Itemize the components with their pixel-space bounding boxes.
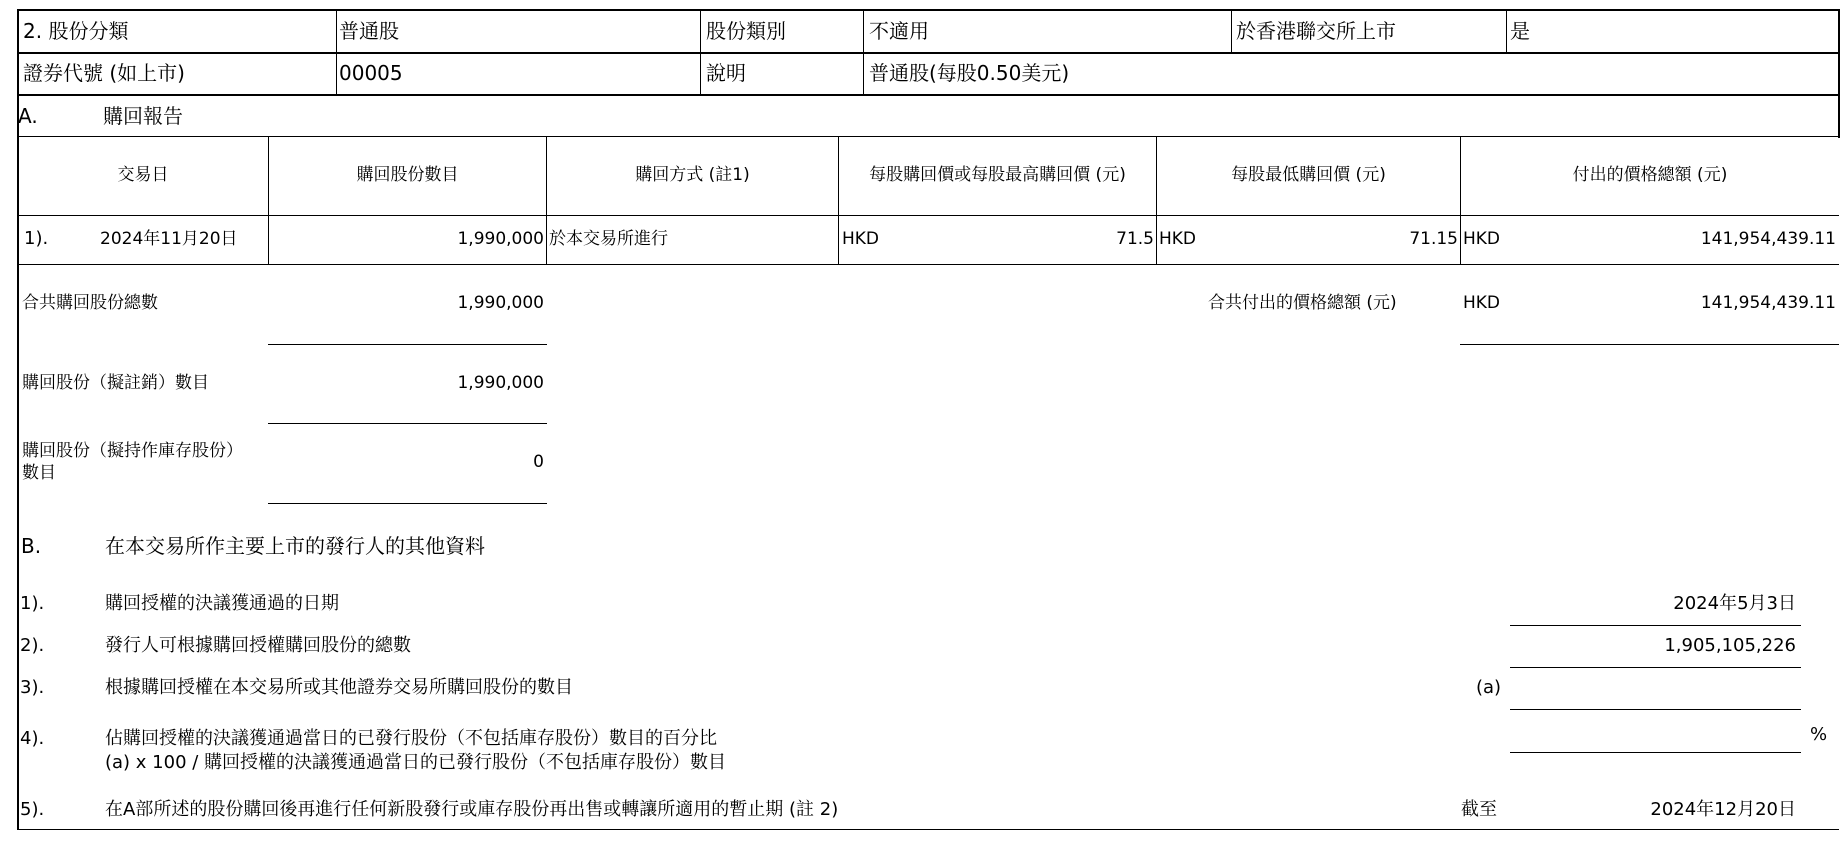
info-table bbox=[0, 0, 1842, 96]
repurchase-table bbox=[0, 136, 1842, 268]
section-a-title: 購回報告 bbox=[103, 104, 183, 128]
header-high-price: 每股購回價或每股最高購回價 (元) bbox=[869, 165, 1126, 185]
treasury-shares-value: 0 bbox=[533, 452, 544, 472]
stock-code-value: 00005 bbox=[339, 61, 403, 85]
total-shares-label: 合共購回股份總數 bbox=[22, 293, 158, 313]
header-total-paid: 付出的價格總額 (元) bbox=[1572, 165, 1728, 185]
share-type-value: 不適用 bbox=[869, 19, 929, 43]
treasury-shares-label: 購回股份（擬持作庫存股份） bbox=[22, 441, 243, 461]
b-item-4-index: 4). bbox=[20, 728, 45, 749]
b-item-2-value: 1,905,105,226 bbox=[1664, 635, 1796, 656]
treasury-shares-label-2: 數目 bbox=[22, 463, 56, 483]
listed-value: 是 bbox=[1510, 19, 1530, 43]
row-high-price: 71.5 bbox=[1116, 229, 1154, 249]
b-item-2-index: 2). bbox=[20, 635, 45, 656]
cancel-shares-label: 購回股份（擬註銷）數目 bbox=[22, 373, 209, 393]
repurchase-totals bbox=[0, 266, 1842, 516]
description-label: 說明 bbox=[706, 61, 746, 85]
b-item-5-index: 5). bbox=[20, 799, 45, 820]
cancel-shares-value: 1,990,000 bbox=[457, 373, 544, 393]
row-high-currency: HKD bbox=[842, 229, 880, 249]
total-paid-value: 141,954,439.11 bbox=[1700, 293, 1836, 313]
header-trade-date: 交易日 bbox=[117, 165, 169, 185]
b-item-1-value: 2024年5月3日 bbox=[1673, 593, 1796, 614]
b-item-4-percent: % bbox=[1810, 724, 1828, 745]
row-total-paid: 141,954,439.11 bbox=[1700, 229, 1836, 249]
share-class-label: 2. 股份分類 bbox=[23, 19, 129, 43]
b-item-4-formula: (a) x 100 / 購回授權的決議獲通過當日的已發行股份（不包括庫存股份）數目 bbox=[105, 752, 727, 773]
b-item-3-text: 根據購回授權在本交易所或其他證券交易所購回股份的數目 bbox=[105, 677, 573, 698]
header-low-price: 每股最低購回價 (元) bbox=[1231, 165, 1386, 185]
b-item-5-prefix: 截至 bbox=[1461, 799, 1497, 820]
b-item-3-index: 3). bbox=[20, 677, 45, 698]
section-b-title: 在本交易所作主要上市的發行人的其他資料 bbox=[105, 534, 485, 558]
section-b bbox=[0, 516, 1842, 842]
total-paid-currency: HKD bbox=[1463, 293, 1501, 313]
b-item-5-value: 2024年12月20日 bbox=[1650, 799, 1796, 820]
b-item-4-text: 佔購回授權的決議獲通過當日的已發行股份（不包括庫存股份）數目的百分比 bbox=[105, 728, 717, 749]
row-trade-date: 2024年11月20日 bbox=[100, 229, 238, 249]
description-value: 普通股(每股0.50美元) bbox=[869, 61, 1070, 85]
row-method: 於本交易所進行 bbox=[549, 229, 668, 249]
row-total-currency: HKD bbox=[1463, 229, 1501, 249]
share-class-value: 普通股 bbox=[339, 19, 399, 43]
b-item-5-text: 在A部所述的股份購回後再進行任何新股發行或庫存股份再出售或轉讓所適用的暫止期 (註 2) bbox=[105, 799, 839, 820]
b-item-1-index: 1). bbox=[20, 593, 45, 614]
section-a-heading bbox=[0, 96, 1842, 138]
header-method: 購回方式 (註1) bbox=[635, 165, 750, 185]
b-item-1-text: 購回授權的決議獲通過的日期 bbox=[105, 593, 339, 614]
header-shares-repurchased: 購回股份數目 bbox=[356, 165, 459, 185]
share-type-label: 股份類別 bbox=[706, 19, 786, 43]
b-item-2-text: 發行人可根據購回授權購回股份的總數 bbox=[105, 635, 411, 656]
section-b-letter: B. bbox=[21, 534, 42, 558]
row-low-price: 71.15 bbox=[1409, 229, 1458, 249]
section-a-letter: A. bbox=[18, 104, 38, 128]
row-low-currency: HKD bbox=[1159, 229, 1197, 249]
b-item-3-prefix: (a) bbox=[1476, 677, 1502, 698]
row-index: 1). bbox=[24, 228, 49, 249]
listed-label: 於香港聯交所上市 bbox=[1236, 19, 1396, 43]
total-paid-label: 合共付出的價格總額 (元) bbox=[1208, 293, 1397, 313]
row-shares: 1,990,000 bbox=[457, 229, 544, 249]
total-shares-value: 1,990,000 bbox=[457, 293, 544, 313]
stock-code-label: 證券代號 (如上市) bbox=[23, 61, 185, 85]
